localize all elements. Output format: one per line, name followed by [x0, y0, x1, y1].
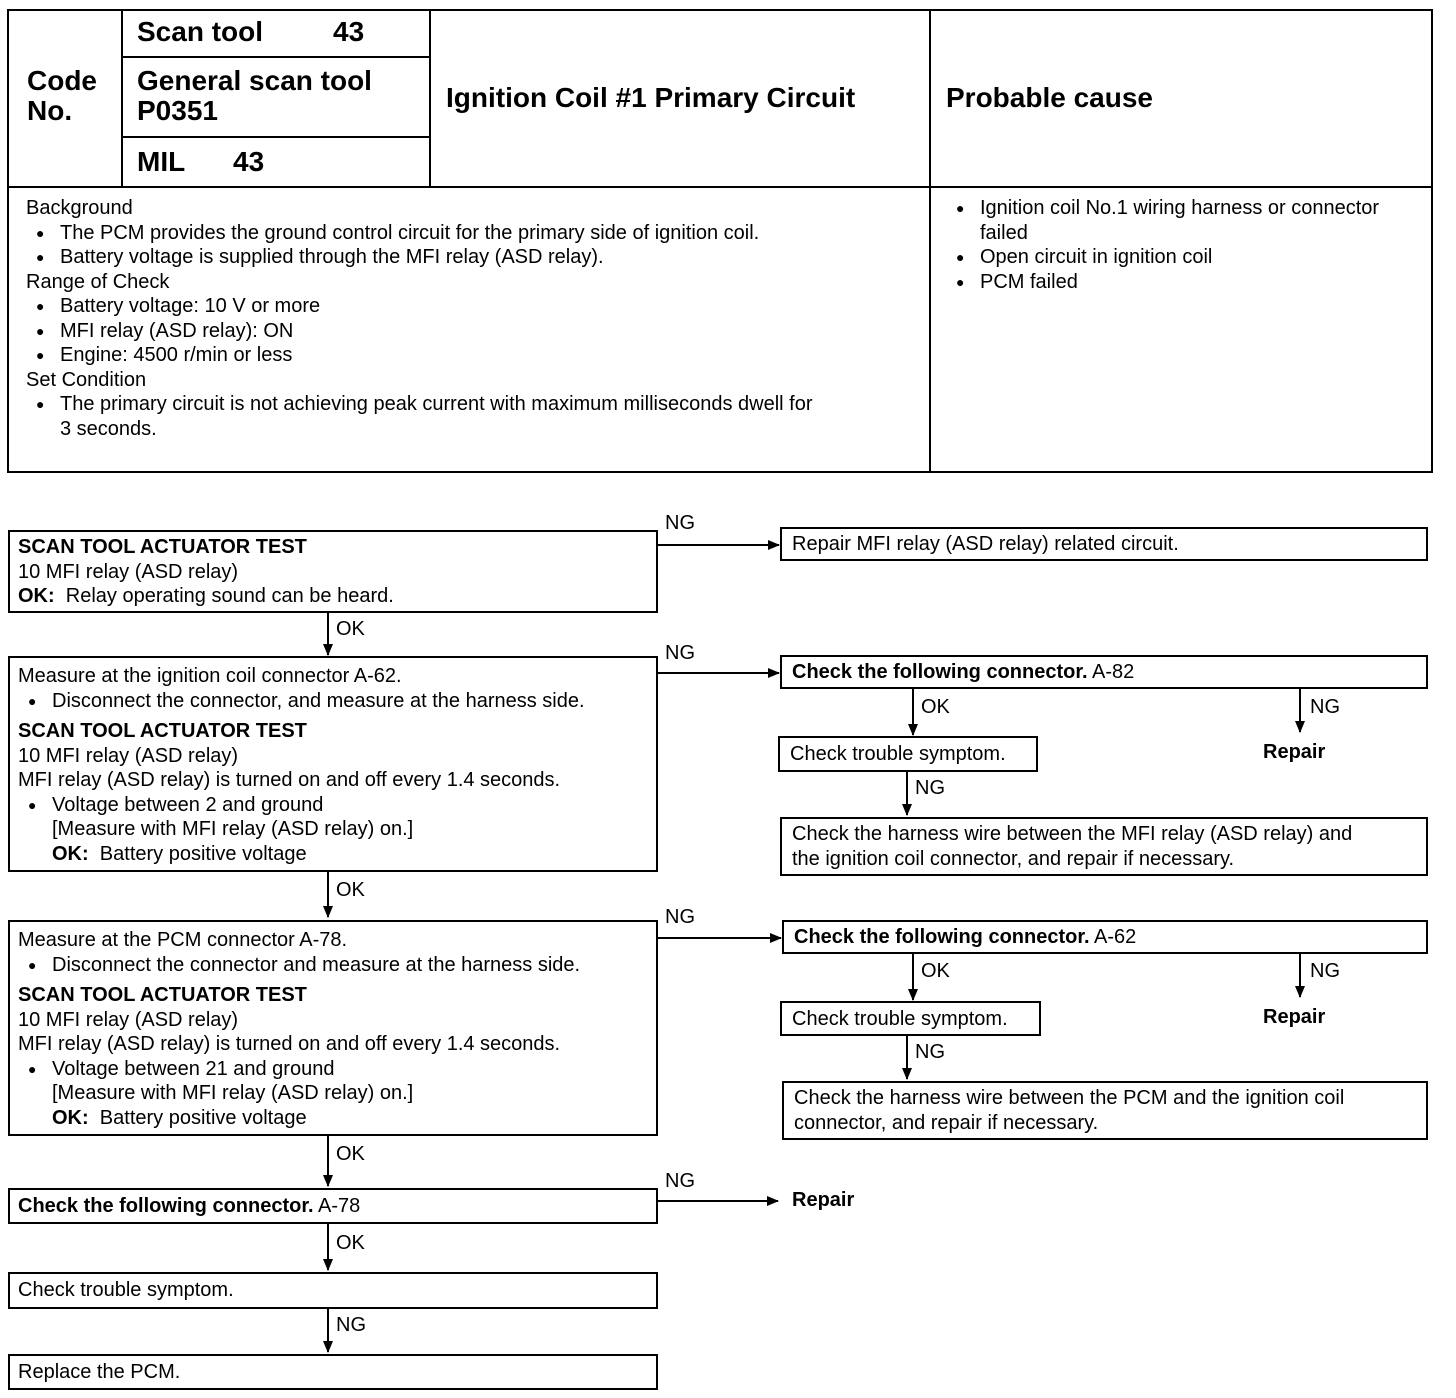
step-check-connector-a78	[8, 1188, 658, 1224]
step-text: MFI relay (ASD relay) is turned on and off every 1.4 seconds.	[18, 1033, 561, 1055]
connector-code: A-82	[1092, 661, 1135, 683]
check-harness-pcm-ignition	[782, 1081, 1428, 1140]
range-item: ● MFI relay (ASD relay): ON	[26, 319, 812, 344]
set-condition-item-cont: 3 seconds.	[60, 417, 157, 440]
step-ok-line	[18, 584, 656, 609]
step-text: Repair MFI relay (ASD relay) related circuit.	[792, 533, 1179, 555]
mil-label: MIL	[137, 146, 186, 177]
repair-result: Repair	[792, 1189, 855, 1211]
check-connector-a82	[780, 655, 1428, 689]
ng-label: NG	[336, 1314, 366, 1336]
ok-criterion-label: OK:	[52, 1106, 89, 1129]
step-text: 10 MFI relay (ASD relay)	[18, 744, 239, 767]
step-text: MFI relay (ASD relay) is turned on and off every 1.4 seconds.	[18, 769, 561, 791]
background-item: ● Battery voltage is supplied through the MFI relay (ASD relay).	[26, 245, 812, 270]
cause-item: ● Ignition coil No.1 wiring harness or connector	[946, 196, 1379, 221]
step-bullet: ● Disconnect the connector, and measure at the harness side.	[18, 689, 656, 714]
step-title: SCAN TOOL ACTUATOR TEST	[18, 720, 307, 742]
step-measure-pcm	[8, 920, 658, 1136]
step-text: Replace the PCM.	[18, 1361, 181, 1383]
step-title: SCAN TOOL ACTUATOR TEST	[18, 536, 307, 558]
step-actuator-test	[8, 530, 658, 613]
general-scan-tool-code: General scan tool P0351	[137, 65, 372, 126]
check-trouble-symptom	[778, 736, 1038, 772]
step-text: Check trouble symptom.	[790, 743, 1006, 765]
ng-label: NG	[915, 777, 945, 799]
step-text: Measure at the ignition coil connector A-62.	[18, 665, 402, 687]
connector-code: A-78	[318, 1195, 361, 1217]
range-heading: Range of Check	[26, 270, 170, 293]
ok-label: OK	[336, 879, 365, 901]
step-text: the ignition coil connector, and repair if necessary.	[792, 847, 1235, 870]
code-no-label: Code No.	[27, 65, 97, 126]
step-text: connector, and repair if necessary.	[794, 1111, 1099, 1134]
range-item: ● Battery voltage: 10 V or more	[26, 294, 812, 319]
step-bullet: ● Disconnect the connector and measure at the harness side.	[18, 953, 656, 978]
step-text: Measure at the PCM connector A-78.	[18, 929, 348, 951]
ok-criterion-text: Relay operating sound can be heard.	[65, 585, 394, 607]
check-harness-mfi-ignition	[780, 817, 1428, 876]
mil-code: 43	[233, 146, 265, 177]
repair-mfi-relay-circuit	[780, 527, 1428, 561]
ok-criterion-text: Battery positive voltage	[99, 842, 307, 865]
ng-label: NG	[665, 512, 695, 534]
step-text: 10 MFI relay (ASD relay)	[18, 560, 239, 583]
ok-criterion-text: Battery positive voltage	[99, 1106, 307, 1129]
step-replace-pcm	[8, 1354, 658, 1390]
cause-item: ● PCM failed	[946, 270, 1379, 295]
step-text: [Measure with MFI relay (ASD relay) on.]	[52, 818, 414, 840]
step-ok-line	[18, 1106, 656, 1131]
ok-criterion-label: OK:	[52, 842, 89, 865]
ok-label: OK	[336, 1232, 365, 1254]
ng-label: NG	[1310, 960, 1340, 982]
ng-label: NG	[915, 1041, 945, 1063]
ok-label: OK	[921, 960, 950, 982]
step-measure-ignition-coil	[8, 656, 658, 872]
step-text: 10 MFI relay (ASD relay)	[18, 1008, 239, 1031]
step-text: Check the harness wire between the MFI relay (ASD relay) and	[792, 823, 1353, 845]
step-title: Check the following connector.	[18, 1195, 314, 1217]
cause-item-cont: failed	[980, 221, 1028, 244]
scan-tool-label: Scan tool	[137, 16, 264, 47]
step-title: SCAN TOOL ACTUATOR TEST	[18, 984, 307, 1006]
scan-tool-code: 43	[333, 16, 365, 47]
step-text: Check trouble symptom.	[18, 1279, 234, 1301]
repair-result: Repair	[1263, 1006, 1326, 1028]
cause-item: ● Open circuit in ignition coil	[946, 245, 1379, 270]
step-title: Check the following connector.	[794, 926, 1090, 948]
step-check-symptom	[8, 1272, 658, 1309]
step-bullet: ● Voltage between 21 and ground	[18, 1057, 656, 1082]
step-title: Check the following connector.	[792, 661, 1088, 683]
ok-label: OK	[336, 618, 365, 640]
background-item: ● The PCM provides the ground control circuit for the primary side of ignition coil.	[26, 221, 812, 246]
step-ok-line	[18, 842, 656, 867]
step-text: [Measure with MFI relay (ASD relay) on.]	[52, 1082, 414, 1104]
probable-cause-heading: Probable cause	[946, 82, 1153, 113]
check-trouble-symptom	[780, 1001, 1041, 1036]
ng-label: NG	[1310, 696, 1340, 718]
ok-label: OK	[336, 1143, 365, 1165]
check-connector-a62	[782, 920, 1428, 954]
dtc-title: Ignition Coil #1 Primary Circuit	[446, 82, 856, 113]
background-heading: Background	[26, 197, 133, 219]
step-text: Check the harness wire between the PCM and the ignition coil	[794, 1087, 1345, 1109]
ok-label: OK	[921, 696, 950, 718]
ng-label: NG	[665, 642, 695, 664]
ng-label: NG	[665, 1170, 695, 1192]
ng-label: NG	[665, 906, 695, 928]
set-condition-item: ● The primary circuit is not achieving peak current with maximum milliseconds dwell for	[26, 392, 812, 417]
range-item: ● Engine: 4500 r/min or less	[26, 343, 812, 368]
ok-criterion-label: OK:	[18, 585, 55, 607]
set-condition-heading: Set Condition	[26, 368, 147, 391]
step-text: Check trouble symptom.	[792, 1008, 1008, 1030]
repair-result: Repair	[1263, 741, 1326, 763]
step-bullet: ● Voltage between 2 and ground	[18, 793, 656, 818]
connector-code: A-62	[1094, 926, 1137, 948]
